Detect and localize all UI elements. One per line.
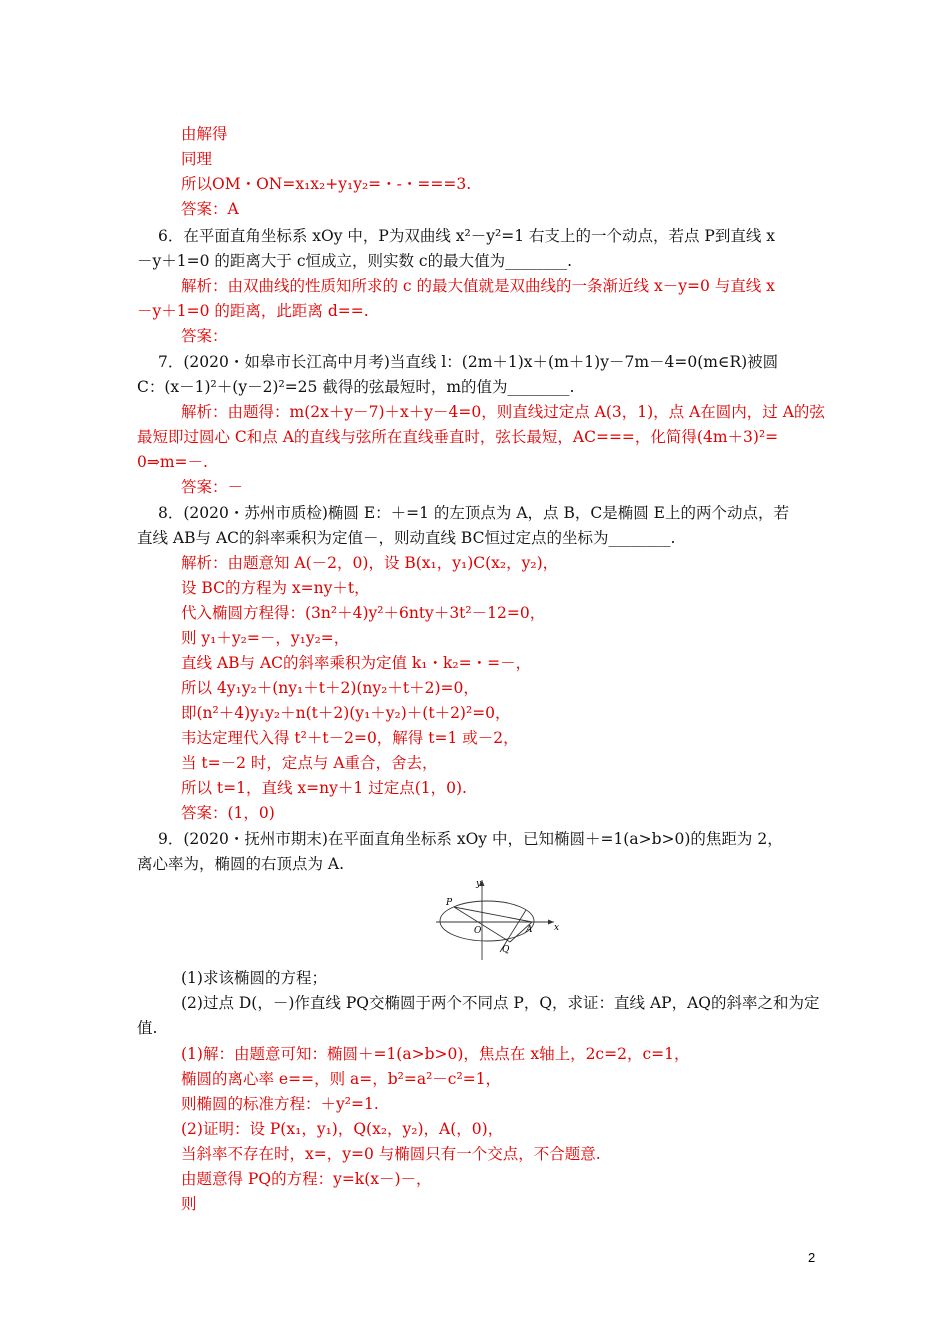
ellipse-figure (432, 874, 562, 964)
text-line: 8．(2020・苏州市质检)椭圆 E：＋=1 的左顶点为 A，点 B，C是椭圆 E上的两个动点，若 (158, 504, 789, 522)
text-line: 代入椭圆方程得：(3n²＋4)y²＋6nty＋3t²－12=0， (181, 604, 546, 622)
text-line: 6．在平面直角坐标系 xOy 中，P为双曲线 x²－y²=1 右支上的一个动点，若点 P到直线 x (158, 227, 776, 245)
text-line: 即(n²＋4)y₁y₂＋n(t＋2)(y₁＋y₂)＋(t＋2)²=0， (181, 704, 511, 722)
text-line: 椭圆的离心率 e==，则 a=，b²=a²－c²=1， (181, 1070, 502, 1088)
text-line: 解析：由双曲线的性质知所求的 c 的最大值就是双曲线的一条渐近线 x－y=0 与直线 x (181, 277, 775, 295)
text-line: 所以OM・ON=x₁x₂+y₁y₂=・-・===3. (181, 175, 472, 193)
figure-label-o: O (474, 926, 482, 936)
text-line: 由题意得 PQ的方程：y=k(x－)－， (181, 1170, 432, 1188)
text-line: 则 y₁＋y₂=－，y₁y₂=， (181, 629, 350, 647)
text-line: (1)求该椭圆的方程； (181, 969, 327, 987)
text-line: C：(x－1)²＋(y－2)²=25 截得的弦最短时，m的值为________. (137, 378, 575, 396)
text-line: 值. (137, 1019, 158, 1037)
text-line: (2)证明：设 P(x₁，y₁)，Q(x₂，y₂)，A(，0)， (181, 1120, 504, 1138)
text-line: 离心率为，椭圆的右顶点为 A. (137, 855, 345, 873)
text-line: 直线 AB与 AC的斜率乘积为定值 k₁・k₂=・=－， (181, 654, 532, 672)
text-line: 解析：由题意知 A(－2，0)，设 B(x₁，y₁)C(x₂，y₂)， (181, 554, 559, 572)
text-line: －y＋1=0 的距离，此距离 d==. (137, 302, 369, 320)
text-line: 答案：－ (181, 478, 244, 496)
text-line: 当斜率不存在时，x=，y=0 与椭圆只有一个交点，不合题意. (181, 1145, 601, 1163)
text-line: (1)解：由题意可知：椭圆＋=1(a>b>0)，焦点在 x轴上，2c=2，c=1， (181, 1045, 690, 1063)
text-line: 解析：由题得：m(2x＋y－7)＋x＋y－4=0，则直线过定点 A(3，1)，点 A在圆内，过 A的弦 (181, 403, 825, 421)
text-line: 答案： (181, 327, 228, 345)
text-line: －y＋1=0 的距离大于 c恒成立，则实数 c的最大值为________. (137, 252, 573, 270)
text-line: 则椭圆的标准方程：＋y²=1. (181, 1095, 379, 1113)
text-line: 9．(2020・抚州市期末)在平面直角坐标系 xOy 中，已知椭圆＋=1(a>b>0)的焦距为 2， (158, 830, 783, 848)
figure-label-a: A (526, 925, 533, 935)
text-line: 答案：A (181, 200, 239, 218)
text-line: (2)过点 D(，－)作直线 PQ交椭圆于两个不同点 P，Q，求证：直线 AP，AQ的斜率之和为定 (181, 994, 820, 1012)
page-number: 2 (808, 1250, 816, 1265)
text-line: 0⇒m=－. (137, 453, 208, 471)
text-line: 当 t=－2 时，定点与 A重合，舍去， (181, 754, 438, 772)
text-line: 则 (181, 1195, 197, 1213)
figure-label-y: y (476, 879, 482, 889)
text-line: 韦达定理代入得 t²＋t－2=0，解得 t=1 或－2， (181, 729, 519, 747)
text-line: 答案：(1，0) (181, 804, 275, 822)
figure-label-x: x (554, 923, 560, 933)
text-line: 所以 4y₁y₂＋(ny₁＋t＋2)(ny₂＋t＋2)=0， (181, 679, 479, 697)
figure-label-p: P (446, 898, 453, 908)
text-line: 设 BC的方程为 x=ny＋t， (181, 579, 370, 597)
text-line: 由解得 (181, 125, 228, 143)
figure-label-q: Q (502, 945, 510, 955)
text-line: 同理 (181, 150, 213, 168)
text-line: 所以 t=1，直线 x=ny＋1 过定点(1，0). (181, 779, 467, 797)
text-line: 直线 AB与 AC的斜率乘积为定值－，则动直线 BC恒过定点的坐标为________. (137, 529, 676, 547)
text-line: 最短即过圆心 C和点 A的直线与弦所在直线垂直时，弦长最短，AC===，化简得(4m＋3)²= (137, 428, 779, 446)
text-line: 7．(2020・如皋市长江高中月考)当直线 l：(2m＋1)x＋(m＋1)y－7m－4=0(m∈R)被圆 (158, 353, 779, 371)
